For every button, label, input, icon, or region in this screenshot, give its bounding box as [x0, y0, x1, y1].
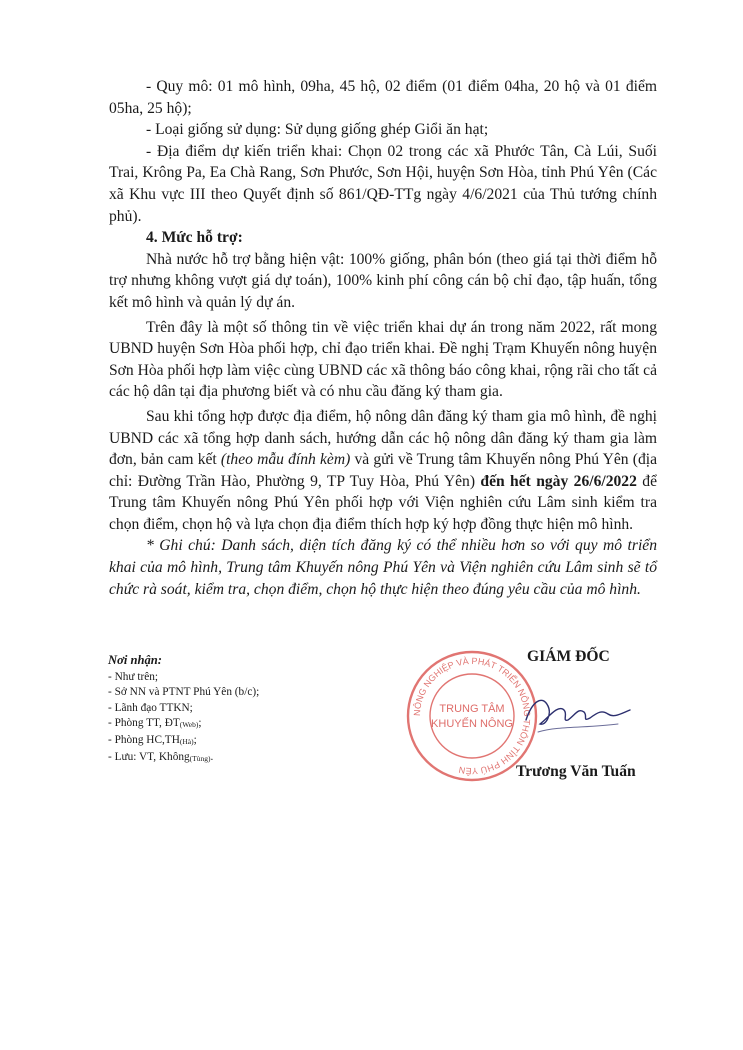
- stamp-outer-ring: [408, 652, 536, 780]
- instructions-paragraph: [109, 406, 657, 536]
- recipient-item: - Như trên;: [108, 670, 159, 683]
- recipients-block: [108, 653, 348, 766]
- document-body: [109, 76, 657, 600]
- deadline-text: đến hết ngày 26/6/2022: [480, 472, 637, 490]
- recipient-item: [108, 716, 348, 733]
- recipient-end: ;: [193, 733, 197, 746]
- recipient-main: - Phòng HC,TH: [108, 733, 180, 746]
- scale-item: - Quy mô: 01 mô hình, 09ha, 45 hộ, 02 điểm (01 điểm 04ha, 20 hộ và 01 điểm 05ha, 25 hộ);: [109, 78, 657, 117]
- recipient-main: - Phòng TT, ĐT: [108, 717, 180, 730]
- recipient-end: .: [210, 750, 214, 763]
- stamp-ring-text: NÔNG NGHIỆP VÀ PHÁT TRIỂN NÔNG THÔN TỈNH PHÚ YÊN: [411, 655, 533, 777]
- signer-title: GIÁM ĐỐC: [527, 648, 610, 665]
- summary-paragraph: Trên đây là một số thông tin về việc triển khai dự án trong năm 2022, rất mong UBND huyện Sơn Hòa phối hợp, chỉ đạo triển khai. Đề nghị Trạm Khuyến nông huyện Sơn Hòa phối hợp làm việc cùng UBND các xã thông báo công khai, rộng rãi cho tất cả các hộ dân tại địa phương biết và có nhu cầu đăng ký tham gia.: [109, 318, 657, 401]
- recipients-title: Nơi nhận:: [108, 653, 163, 667]
- signer-name: Trương Văn Tuấn: [516, 763, 636, 780]
- recipient-item: - Sở NN và PTNT Phú Yên (b/c);: [108, 686, 260, 699]
- recipient-item: [108, 750, 348, 767]
- stamp-line-2: KHUYẾN NÔNG: [431, 718, 513, 730]
- instructions-italic: (theo mẫu đính kèm): [220, 451, 351, 469]
- stamp-inner-ring: [430, 674, 514, 758]
- recipient-subscript: (Web): [179, 720, 199, 730]
- instructions-text-b: và gửi về Trung tâm Khuyến nông Phú Yên (địa chỉ: Đường Trần Hào, Phường 9, TP Tuy Hòa, Phú Yên): [109, 451, 657, 490]
- support-paragraph: Nhà nước hỗ trợ bằng hiện vật: 100% giống, phân bón (theo giá tại thời điểm hỗ trợ nhưng không vượt giá dự toán), 100% kinh phí công cán bộ chỉ đạo, tập huấn, tổng kết mô hình và quản lý dự án.: [109, 250, 657, 311]
- note-paragraph: * Ghi chú: Danh sách, diện tích đăng ký có thể nhiều hơn so với quy mô triển khai của mô hình, Trung tâm Khuyến nông Phú Yên và Viện nghiên cứu Lâm sinh sẽ tổ chức rà soát, kiểm tra, chọn điểm, chọn hộ thực hiện theo đúng yêu cầu của mô hình.: [109, 537, 657, 598]
- section-heading-support-level: 4. Mức hỗ trợ:: [146, 229, 243, 247]
- stamp-line-1: TRUNG TÂM: [439, 703, 505, 715]
- instructions-text-a: Sau khi tổng hợp được địa điểm, hộ nông dân đăng ký tham gia mô hình, đề nghị UBND các xã tổng hợp danh sách, hướng dẫn các hộ nông dân đăng ký tham gia làm đơn, bản cam kết: [109, 407, 657, 469]
- recipient-item: [108, 733, 348, 750]
- location-item: - Địa điểm dự kiến triển khai: Chọn 02 trong các xã Phước Tân, Cà Lúi, Suối Trai, Krông Pa, Ea Chà Rang, Sơn Phước, Sơn Hội, huyện Sơn Hòa, tỉnh Phú Yên (Các xã Khu vực III theo Quyết định số 861/QĐ-TTg ngày 4/6/2021 của Thủ tướng chính phủ).: [109, 142, 657, 225]
- instructions-text-c: để Trung tâm Khuyến nông Phú Yên phối hợp với Viện nghiên cứu Lâm sinh kiểm tra chọn điểm, chọn hộ và lựa chọn địa điểm thích hợp ký hợp đồng thực hiện mô hình.: [109, 472, 658, 533]
- recipient-item: - Lãnh đạo TTKN;: [108, 701, 193, 714]
- seed-type-item: - Loại giống sử dụng: Sử dụng giống ghép Giổi ăn hạt;: [146, 121, 489, 139]
- recipient-main: - Lưu: VT, Không: [108, 750, 190, 763]
- recipient-subscript: (Hà): [179, 736, 194, 746]
- recipient-subscript: (Tùng): [189, 753, 211, 763]
- recipient-end: ;: [198, 717, 202, 730]
- handwritten-signature: [518, 680, 638, 750]
